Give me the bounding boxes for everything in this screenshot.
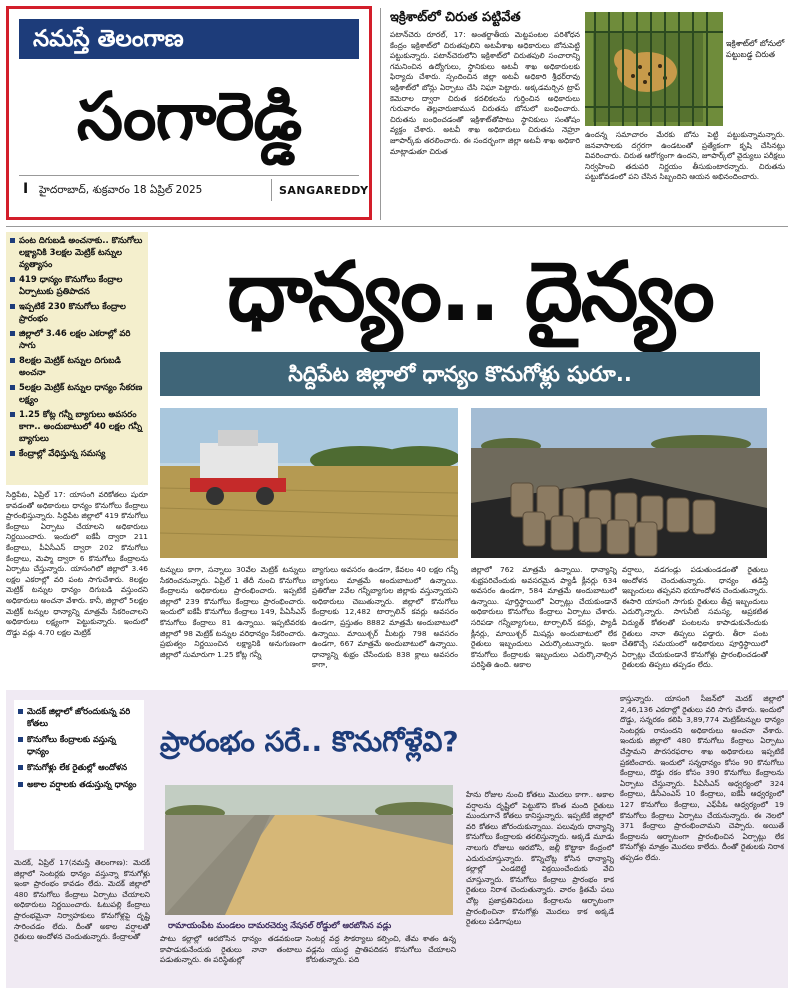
bullet-square-icon	[18, 709, 23, 714]
highlight-item: 419 ధాన్యం కొనుగోలు కేంద్రాల ఏర్పాటుకు ప్రతిపాదన	[10, 274, 144, 298]
highlight-item: పంట దిగుబడి అంచనాకు.. కొనుగోలు లక్ష్యానికి 3లక్షల మెట్రిక్ టన్నుల వ్యత్యాసం	[10, 235, 144, 271]
grain-bags-photo	[471, 408, 767, 558]
main-story-column-4: జిల్లాలో 762 మాత్రమే ఉన్నాయి. ధాన్యాన్ని శుభ్రపరిచేందుకు అవసరమైన ప్యాడీ క్లీనర్లు 634 అవసరం ఉండగా, 584 మాత్రమే అందుబాటులో ఉన్నాయి. పూర్తిస్థాయిలో ఏర్పాట్లు చేయకుండానే అధికారులు కొనుగోలు కేంద్రాలు ఏర్పాటు చేశారు. సరిపడా గన్నీబ్యాగులు, టార్పాలిన్ కవర్లు, ప్యాడీ క్లీనర్లు, మాయిశ్చర్ మిషన్లు అందుబాటులో లేక రైతులు ఇబ్బందులు ఎదుర్కొంటున్నారు. ఇంకా కొనుగోలు కేంద్రాలకు ఇబ్బందులు ఎదుర్కొనాల్సిన పరిస్థితి ఉంది. అకాల	[471, 565, 617, 670]
bullet-square-icon	[10, 331, 15, 336]
leopard-story-title: ఇక్రిశాట్‌లో చిరుత పట్టివేత	[390, 10, 521, 25]
bottom-story-column-3: సెంటర్ల వద్ద సౌకర్యాలు కల్పించి, తేమ శాతం ఉన్న వడ్లను యుద్ధ ప్రాతిపదికన కొనుగోలు చేయాలని కోరుతున్నారు. పది	[306, 934, 456, 965]
main-story-column-3: బ్యాగులు అవసరం ఉండగా, కేవలం 40 లక్షల గన్నీ బ్యాగులు మాత్రమే అందుబాటులో ఉన్నాయి. ప్రతిరోజు 2వేల గన్నీబ్యాగుల జిల్లాకు వస్తున్నాయని అధికారులు చెబుతున్నారు. జిల్లాలో కొనుగోలు కేంద్రాలకు 12,482 టార్పాలిన్ కవర్లు అవసరం ఉండగా, ప్రస్తుతం 8882 మాత్రమే అందుబాటులో ఉన్నాయి. మాయిశ్చర్ మీటర్లు 798 అవసరం ఉండగా, 667 మాత్రమే అందుబాటులో ఉన్నాయి. ధాన్యాన్ని శుభ్రం చేసేందుకు 838 క్లాలు అవసరం కాగా,	[312, 565, 458, 670]
bottom-story-column-4: హేను రోజుల నుంచి కోతలు మొదలు కాగా.. అకాల వర్షాలను దృష్టిలో పెట్టుకొని కొంత మంది రైతులు ముందుగానే కోతలు కానిస్తున్నారు. ఇప్పటికే జిల్లాలో వరి కోతలు జోరందుకున్నాయి. పలువురు ధాన్యాన్ని కొనుగోలు కేంద్రాలకు తరలిస్తున్నారు. అక్కడే మూడు నాలుగు రోజులు ఆరబోసి, జల్లీ కొట్టాకా కేంద్రంలో ఎదురుచూస్తున్నారు. కొన్నిచోట్ల కోసిన ధాన్యాన్ని కల్లాల్లో ఎండబెట్టి విక్రయించేందుకు వేచి చూస్తున్నారు. కొనుగోలు కేంద్రాలు ప్రారంభం కాక రైతులు నిరాశ చెందుతున్నారు. వారం క్రితమే పలు చోట్ల ప్రజాప్రతినిధులు కేంద్రాలను ఆర్భాటంగా ప్రారంభించినా కొనుగోళ్లు మొదలు కాక అక్కడే రైతులు పడిగాపులు	[466, 790, 614, 927]
bullet-square-icon	[10, 412, 15, 417]
bullet-square-icon	[18, 782, 23, 787]
edition-city: సంగారెడ్డి	[76, 78, 302, 155]
main-story-column-2: టన్నులు కాగా, సన్నాలు 30వేల మెట్రిక్ టన్నులు సేకరించనున్నారు. ఏప్రిల్ 1 తేదీ నుంచి కొనుగోలు కేంద్రాలను అధికారులు ప్రారంభించారు. ఇప్పటికే జిల్లాలో 239 కొనుగోలు కేంద్రాలు ప్రారంభించారు. ఇందులో ఐకేపీ కొనుగోలు కేంద్రాలు 149, పీఏసీఎస్ కొనుగోలు కేంద్రాలు 81 ఉన్నాయి. ఇప్పటివరకు జిల్లాలో 98 మెట్రిక్ టన్నుల వరిధాన్యం సేకరించారు. ప్రభుత్వం నిర్ణయించిన లక్ష్యానికి అనుగుణంగా జిల్లాలో సుమారుగా 1.25 కోట్ల గన్నీ	[160, 565, 306, 659]
brand-name: నమస్తే తెలంగాణ	[19, 19, 359, 59]
column-divider	[380, 8, 381, 220]
leopard-photo-caption: ఇక్రిశాట్‌లో బోనులో పట్టుబడ్డ చిరుత	[726, 39, 785, 59]
highlight-item: జిల్లాలో 3.46 లక్షల ఎకరాల్లో వరి సాగు	[10, 328, 144, 352]
main-story-column-5: వర్షాలు, వడగండ్లు పడుతుండడంతో రైతులు ఆందోళన చెందుతున్నారు. ధాన్యం తడిస్తే ఇబ్బందులు తప్పవని భయాందోళన చెందుతున్నారు. ఈసారి యాసంగి సాగుకు రైతులు తీవ్ర ఇబ్బందులు ఎదుర్కొన్నారు. సాగునీటి సమస్య, అప్రకటిత విద్యుత్ కోతలతో పంటలను కాపాడుకునేందుకు రైతులు నానా తిప్పలు పడ్డారు. తీరా పంట చేతికొచ్చే సమయంలో అధికారులు పూర్తిస్థాయిలో ఏర్పాట్లు చేయకుండానే కొనుగోళ్లు ప్రారంభించడంతో రైతులకు తిప్పలు తప్పడం లేదు.	[622, 565, 768, 670]
main-story-column-1: సిద్దిపేట, ఏప్రిల్ 17: యాసంగి వరికోతలు షురూ కావడంతో అధికారులు ధాన్యం కొనుగోలు కేంద్రాలు ప్రారంభిస్తున్నారు. సిద్దిపేట జిల్లాలో 419 కొనుగోలు కేంద్రాలు ఏర్పాటు చేయాలని అధికారులు నిర్ణయించారు. ఇందులో ఐకేపీ ద్వారా 211 కేంద్రాలు, పీఏసీఎస్ ద్వారా 202 కొనుగోలు కేంద్రాలు, మెప్మా ద్వారా 6 కొనుగోలు కేంద్రాలను ఏర్పాటు చేస్తున్నారు. యాసంగిలో జిల్లాలో 3.46 లక్షల ఎకరాల్లో వరి పంట సాగుచేశారు. 8లక్షల మెట్రిక్ టన్నుల ధాన్యం దిగుబడి వస్తుందని అధికారులు అంచనా వేశారు. కానీ, జిల్లాలో 5లక్షల మెట్రిక్ టన్నుల ధాన్యాన్ని మాత్రమే సేకరించాలని అధికారులు లక్ష్యంగా పెట్టుకున్నారు. ఇందులో దొడ్డు వడ్లు 4.70 లక్షల మెట్రిక్	[6, 490, 148, 637]
main-headline: ధాన్యం.. దైన్యం	[227, 245, 713, 340]
highlight-item: 1.25 కోట్ల గన్నీ బ్యాగులు అవసరం కాగా.. అందుబాటులో 40 లక్షల గన్నీ బ్యాగులు	[10, 409, 144, 445]
highlight-item: ఇప్పటికే 230 కొనుగోలు కేంద్రాల ప్రారంభం	[10, 301, 144, 325]
bullet-square-icon	[10, 304, 15, 309]
masthead-divider	[19, 175, 359, 176]
section-divider	[6, 226, 788, 227]
main-subheadline: సిద్దిపేట జిల్లాలో ధాన్యం కొనుగోళ్లు షురూ..	[160, 352, 760, 396]
highlight-item: కేంద్రాల్లో వేధిస్తున్న సమస్య	[10, 448, 144, 460]
bottom-highlights-box	[14, 700, 144, 850]
highlight-item: కొనుగోళ్లు లేక రైతుల్లో ఆందోళన	[18, 762, 140, 774]
dateline: హైదరాబాద్, శుక్రవారం 18 ఏప్రిల్ 2025	[39, 184, 203, 196]
highlights-box	[6, 232, 148, 485]
leopard-cage-photo	[585, 12, 723, 126]
bottom-story-column-1: మెదక్, ఏప్రిల్ 17(నమస్తే తెలంగాణ): మెదక్ జిల్లాలో సెంటర్లకు ధాన్యం వస్తున్నా కొనుగోళ్లు ఇంకా ప్రారంభం కావడం లేదు. మెదక్ జిల్లాలో 480 కొనుగోలు కేంద్రాలు ఏర్పాటు చేయాలని అధికారులు నిర్ణయించారు. ఓటుపల్లి కేంద్రాలు ప్రారంభమైనా నిర్వాహకులు కొనుగోళ్లపై దృష్టి సారించడం లేదు. దీంతో అకాల వర్షాలతో రైతులు ఆందోళన చెందుతున్నారు. కేంద్రాలతో	[14, 858, 150, 942]
bullet-square-icon	[10, 451, 15, 456]
highlight-item: 8లక్షల మెట్రిక్ టన్నుల దిగుబడి అంచనా	[10, 355, 144, 379]
bullet-square-icon	[10, 358, 15, 363]
masthead-separator	[271, 179, 272, 201]
bullet-square-icon	[10, 238, 15, 243]
bottom-story-headline: ప్రారంభం సరే.. కొనుగోళ్లేవి?	[160, 725, 459, 758]
bullet-square-icon	[18, 737, 23, 742]
road-photo-caption: రామాయంపేట మండలం దామరచెర్వు నేషనల్ రోడ్డులో ఆరబోసిన వడ్లు	[168, 920, 392, 930]
bullet-square-icon	[18, 765, 23, 770]
highlight-item: 5లక్షల మెట్రిక్ టన్నుల ధాన్యం సేకరణ లక్ష్యం	[10, 382, 144, 406]
edition-city-english: SANGAREDDY	[279, 184, 369, 197]
masthead	[6, 6, 372, 220]
leopard-story-continued: ఉందన్న సమాచారం మేరకు బోను పెట్టి పట్టుకున్నామన్నారు. జనవాసాలకు దగ్గరగా ఉండటంతో ప్రత్యేకంగా కృషి చేసినట్లు వివరించారు. చిరుత ఆరోగ్యంగా ఉందని, జూపార్క్‌లో వైద్యులు పరీక్షలు నిర్వహించి తదుపరి నిర్ణయం తీసుకుంటారన్నారు. చిరుతను పట్టుకోవడంలో పని చేసిన సిబ్బందిని ఆయన అభినందించారు.	[585, 130, 785, 182]
bottom-story-column-5: కాస్తున్నారు. యాసంగి సీజన్‌లో మెదక్ జిల్లాలో 2,46,136 ఎకరాల్లో రైతులు వరి సాగు చేశారు. ఇందులో దొడ్డు, సన్నరకం కలిపి 3,89,774 మెట్రిక్‌టన్నుల ధాన్యం సెంటర్లకు రానుందని అధికారులు అంచనా వేశారు. ఇందుకు జిల్లాలో 480 కొనుగోలు కేంద్రాలు ఏర్పాటు చేస్తామని పౌరసరఫరాల శాఖ అధికారులు ఇప్పటికే ప్రకటించారు. ఇందులో సన్నధాన్యం కోసం 90 కొనుగోలు కేంద్రాలు, దొడ్డు రకం కోసం 390 కొనుగోలు కేంద్రాలను ఏర్పాటు చేస్తున్నారు. పీఏసీఎస్ ఆధ్వర్యంలో 324 కేంద్రాలు, డీసీఎంఎస్ 10 కేంద్రాలు, ఐకేపీ ఆధ్వర్యంలో 127 కొనుగోలు కేంద్రాలు, ఎఫ్‌పీఓ ఆధ్వర్యంలో 19 కొనుగోలు కేంద్రాలు ఏర్పాటు చేయనున్నారు. ఈ నెలలో 371 కేంద్రాలు ప్రారంభించామని చెప్పారు. అయితే కేంద్రాలను ఆర్భాటంగా ప్రారంభించిన ఏర్పాట్లు లేక కొనుగోళ్లు మాత్రం మొదలు కాలేదు. దీంతో రైతులకు నిరాశ తప్పడం లేదు.	[620, 694, 784, 862]
paddy-drying-road-photo	[165, 785, 453, 915]
bullet-square-icon	[10, 385, 15, 390]
highlight-item: కొనుగోలు కేంద్రాలకు వస్తున్న ధాన్యం	[18, 734, 140, 757]
harvester-photo	[160, 408, 458, 558]
edition-mark: I	[23, 181, 29, 197]
bottom-story-column-2: పాటు కల్లాల్లో ఆరబోసిన ధాన్యం తడవకుండా కాపాడుకునేందుకు రైతులు నానా తంటాలు పడుతున్నారు. ఈ పరిస్థితుల్లో	[160, 934, 302, 965]
highlight-item: అకాల వర్షాలకు తడుస్తున్న ధాన్యం	[18, 779, 140, 791]
leopard-story-body: పటాన్‌చెరు రూరల్, 17: అంతర్జాతీయ మెట్టపంటల పరిశోధన కేంద్రం ఇక్రిశాట్‌లో చిరుతపులిని అటవీశాఖ అధికారులు బోనుపెట్టి పట్టుకున్నారు. పటాన్‌చెరులోని ఇక్రిశాట్‌లో చిరుతపులి సంచారాన్ని గమనించిన ఉద్యోగులు, స్థానికులు అటవీ శాఖ అధికారులకు ఫిర్యాదు చేశారు. స్పందించిన జిల్లా అటవీ అధికారి శ్రీధర్‌రావు ఇక్రిశాట్‌లో బోన్లు ఏర్పాటు చేసి నిఘా పెట్టారు. అక్కడమర్చిన ట్రాప్ కెమెరాల ద్వారా చిరుత కదలికలను గుర్తించిన అధికారులు గురువారం తెల్లవారుజామున చిరుతను బోనులో బంధించారు. చిరుతను బంధించడంతో ఇక్రిశాట్‌తోపాటు స్థానికులు సంతోషం వ్యక్తం చేశారు. అటవీ శాఖ అధికారులు చిరుతను నెహ్రూ జూపార్క్‌కు తరలించారు. ఈ సందర్భంగా జిల్లా అటవీ శాఖ అధికారి మాట్లాడుతూ చిరుత	[390, 30, 580, 156]
highlight-item: మెదక్ జిల్లాలో జోరందుకున్న వరి కోతలు	[18, 706, 140, 729]
bullet-square-icon	[10, 277, 15, 282]
